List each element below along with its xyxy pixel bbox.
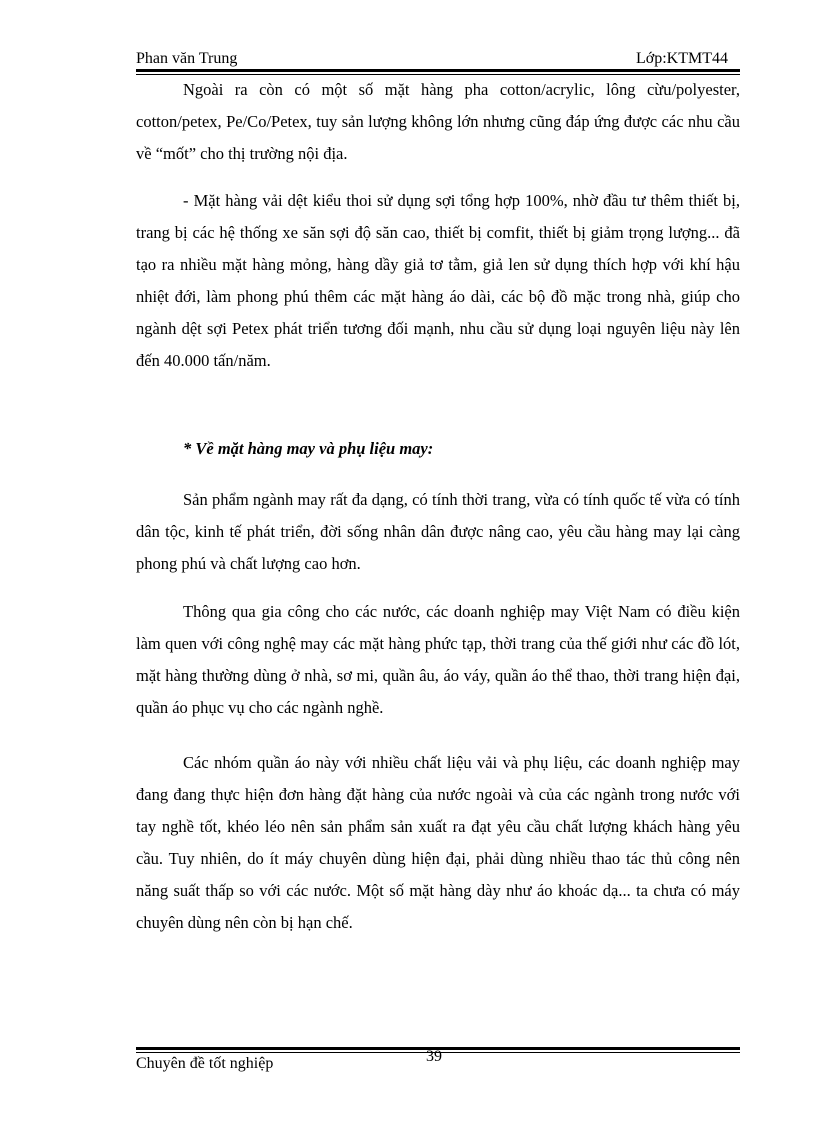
- paragraph-3: Sản phẩm ngành may rất đa dạng, có tính thời trang, vừa có tính quốc tế vừa có tính dân tộc, kinh tế phát triển, đời sống nhân dân được nâng cao, yêu cầu hàng may lại càng phong phú và chất lượng cao hơn.: [136, 490, 740, 573]
- paragraph-4: Thông qua gia công cho các nước, các doanh nghiệp may Việt Nam có điều kiện làm quen với công nghệ may các mặt hàng phức tạp, thời trang của thế giới như các đồ lót, mặt hàng thường dùng ở nhà, sơ mi, quần âu, áo váy, quần áo thể thao, thời trang hiện đại, quần áo phục vụ cho các ngành nghề.: [136, 602, 740, 717]
- footer-title: Chuyên đề tốt nghiệp: [136, 1055, 274, 1072]
- header-author: Phan văn Trung: [136, 50, 238, 67]
- paragraph-5: Các nhóm quần áo này với nhiều chất liệu vải và phụ liệu, các doanh nghiệp may đang đang thực hiện đơn hàng đặt hàng của nước ngoài và của các ngành trong nước với tay nghề tốt, khéo léo nên sản phẩm sản xuất ra đạt yêu cầu chất lượng khách hàng yêu cầu. Tuy nhiên, do ít máy chuyên dùng hiện đại, phải dùng nhiều thao tác thủ công nên năng suất thấp so với các nước. Một số mặt hàng dày như áo khoác dạ... ta chưa có máy chuyên dùng nên còn bị hạn chế.: [136, 753, 740, 932]
- header-class: Lớp:KTMT44: [635, 50, 728, 67]
- paragraph-1: Ngoài ra còn có một số mặt hàng pha cotton/acrylic, lông cừu/polyester, cotton/petex, Pe/Co/Petex, tuy sản lượng không lớn nhưng cũng đáp ứng được các nhu cầu về “mốt” cho thị trường nội địa.: [136, 80, 740, 163]
- header-rule: [136, 69, 740, 72]
- paragraph-2: - Mặt hàng vải dệt kiểu thoi sử dụng sợi tổng hợp 100%, nhờ đầu tư thêm thiết bị, trang bị các hệ thống xe săn sợi độ săn cao, thiết bị comfit, thiết bị giảm trọng lượng... đã tạo ra nhiều mặt hàng mỏng, hàng dầy giả tơ tằm, giả len sử dụng thích hợp với khí hậu nhiệt đới, làm phong phú thêm các mặt hàng áo dài, các bộ đồ mặc trong nhà, giúp cho ngành dệt sợi Petex phát triển tương đối mạnh, nhu cầu sử dụng loại nguyên liệu này lên đến 40.000 tấn/năm.: [136, 191, 740, 370]
- page-header: [136, 48, 740, 70]
- section-subheading: * Về mặt hàng may và phụ liệu may:: [183, 439, 434, 458]
- page-number: 39: [426, 1048, 442, 1065]
